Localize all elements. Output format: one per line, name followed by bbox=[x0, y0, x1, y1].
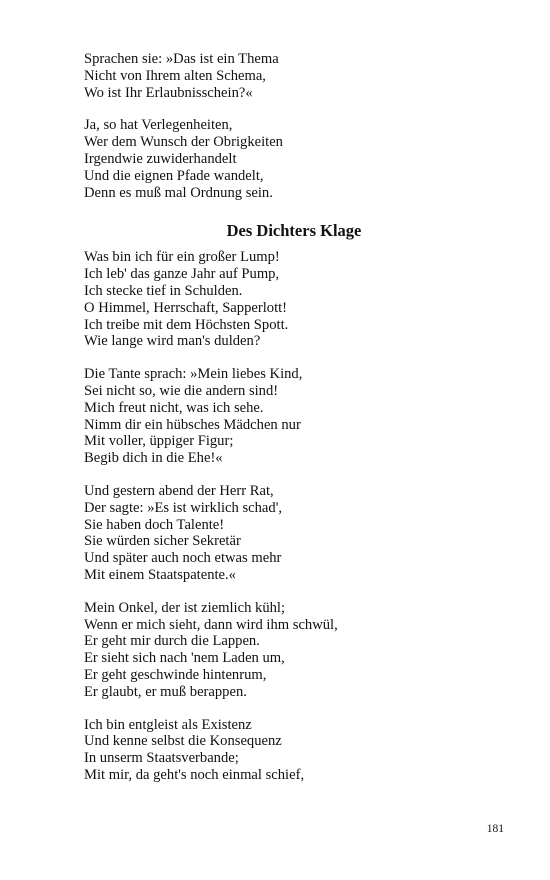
verse-line: Und gestern abend der Herr Rat, bbox=[84, 482, 274, 499]
verse-line: Der sagte: »Es ist wirklich schad', bbox=[84, 499, 282, 516]
verse-line: Wie lange wird man's dulden? bbox=[84, 333, 261, 350]
verse-line: Mit einem Staatspatente.« bbox=[84, 566, 236, 583]
verse-line: Er sieht sich nach 'nem Laden um, bbox=[84, 650, 285, 667]
verse-line: Wer dem Wunsch der Obrigkeiten bbox=[84, 134, 283, 151]
verse-line: Sei nicht so, wie die andern sind! bbox=[84, 382, 279, 399]
stanza bbox=[84, 366, 504, 467]
stanza bbox=[84, 600, 504, 701]
verse-line: Begib dich in die Ehe!« bbox=[84, 450, 223, 467]
poem-body bbox=[84, 249, 504, 783]
page-number: 181 bbox=[486, 823, 504, 835]
stanza bbox=[84, 483, 504, 584]
poem-continuation bbox=[84, 51, 504, 201]
verse-line: Und die eignen Pfade wandelt, bbox=[84, 167, 264, 184]
verse-line: O Himmel, Herrschaft, Sapperlott! bbox=[84, 299, 288, 316]
verse-line: Mit voller, üppiger Figur; bbox=[84, 433, 234, 450]
verse-line: Mein Onkel, der ist ziemlich kühl; bbox=[84, 599, 286, 616]
verse-line: Und kenne selbst die Konsequenz bbox=[84, 733, 282, 750]
verse-line: In unserm Staatsverbande; bbox=[84, 750, 239, 767]
verse-line: Ich treibe mit dem Höchsten Spott. bbox=[84, 316, 289, 333]
verse-line: Mich freut nicht, was ich sehe. bbox=[84, 399, 264, 416]
verse-line: Irgendwie zuwiderhandelt bbox=[84, 150, 237, 167]
verse-line: Ich leb' das ganze Jahr auf Pump, bbox=[84, 266, 280, 283]
verse-line: Sie haben doch Talente! bbox=[84, 516, 225, 533]
verse-line: Was bin ich für ein großer Lump! bbox=[84, 249, 280, 266]
verse-line: Er geht mir durch die Lappen. bbox=[84, 633, 260, 650]
verse-line: Mit mir, da geht's noch einmal schief, bbox=[84, 766, 305, 783]
stanza bbox=[84, 51, 504, 101]
verse-line: Er glaubt, er muß berappen. bbox=[84, 683, 247, 700]
stanza bbox=[84, 249, 504, 350]
verse-line: Sprachen sie: »Das ist ein Thema bbox=[84, 51, 279, 67]
stanza bbox=[84, 717, 504, 784]
verse-line: Wo ist Ihr Erlaubnisschein?« bbox=[84, 84, 253, 101]
verse-line: Und später auch noch etwas mehr bbox=[84, 550, 282, 567]
book-page bbox=[84, 51, 504, 800]
stanza bbox=[84, 117, 504, 201]
verse-line: Er geht geschwinde hintenrum, bbox=[84, 666, 267, 683]
verse-line: Ich bin entgleist als Existenz bbox=[84, 716, 252, 733]
verse-line: Die Tante sprach: »Mein liebes Kind, bbox=[84, 366, 303, 383]
verse-line: Nicht von Ihrem alten Schema, bbox=[84, 67, 266, 84]
verse-line: Wenn er mich sieht, dann wird ihm schwül, bbox=[84, 616, 338, 633]
verse-line: Ja, so hat Verlegenheiten, bbox=[84, 117, 233, 134]
verse-line: Ich stecke tief in Schulden. bbox=[84, 282, 243, 299]
poem-title: Des Dichters Klage bbox=[226, 221, 362, 241]
verse-line: Denn es muß mal Ordnung sein. bbox=[84, 184, 273, 201]
verse-line: Sie würden sicher Sekretär bbox=[84, 533, 241, 550]
verse-line: Nimm dir ein hübsches Mädchen nur bbox=[84, 416, 301, 433]
